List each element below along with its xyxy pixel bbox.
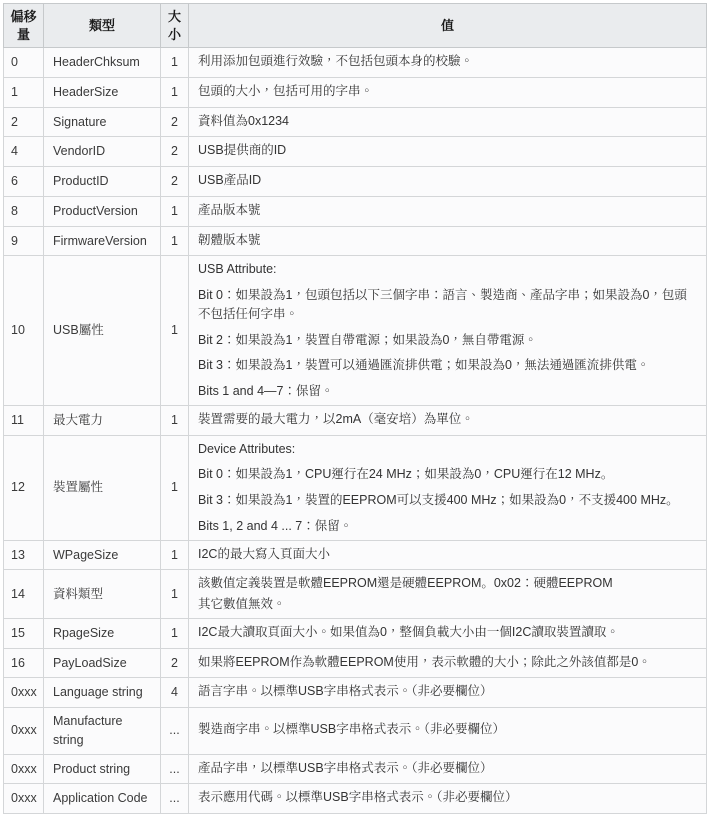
table-row: [4, 77, 707, 107]
cell-offset: 15: [4, 618, 44, 648]
cell-offset: 6: [4, 167, 44, 197]
cell-value: [189, 196, 707, 226]
cell-size: 1: [161, 570, 189, 619]
table-header-row: [4, 4, 707, 48]
value-line: 韌體版本號: [198, 232, 261, 247]
cell-type: 裝置屬性: [44, 435, 161, 540]
cell-size: 1: [161, 196, 189, 226]
value-line: Bit 0：如果設為1，CPU運行在24 MHz；如果設為0，CPU運行在12 MHz。: [198, 467, 614, 482]
value-line: Bit 3：如果設為1，裝置的EEPROM可以支援400 MHz；如果設為0，不支援400 MHz。: [198, 493, 679, 508]
table-row: [4, 648, 707, 678]
cell-offset: 0xxx: [4, 678, 44, 708]
cell-offset: 0: [4, 48, 44, 78]
cell-size: ...: [161, 754, 189, 784]
table-row: [4, 784, 707, 814]
cell-type: Product string: [44, 754, 161, 784]
cell-offset: 0xxx: [4, 784, 44, 814]
table-row: [4, 167, 707, 197]
value-line: USB提供商的ID: [198, 143, 287, 158]
cell-size: 1: [161, 618, 189, 648]
table-row: [4, 435, 707, 540]
cell-value: [189, 256, 707, 406]
table-row: [4, 48, 707, 78]
cell-value: [189, 784, 707, 814]
cell-type: ProductVersion: [44, 196, 161, 226]
cell-offset: 13: [4, 540, 44, 570]
value-block: [198, 682, 698, 701]
cell-value: [189, 570, 707, 619]
value-line: 資料值為0x1234: [198, 113, 290, 128]
cell-value: [189, 137, 707, 167]
cell-size: ...: [161, 708, 189, 755]
value-line: I2C最大讀取頁面大小。如果值為0，整個負載大小由一個I2C讀取裝置讀取。: [198, 624, 619, 639]
cell-type: HeaderSize: [44, 77, 161, 107]
value-line: 產品字串，以標準USB字串格式表示。（非必要欄位）: [198, 760, 493, 775]
value-line: USB產品ID: [198, 173, 262, 188]
value-line: 表示應用代碼。以標準USB字串格式表示。（非必要欄位）: [198, 790, 518, 805]
value-line: Bit 3：如果設為1，裝置可以通過匯流排供電；如果設為0，無法通過匯流排供電。: [198, 358, 650, 373]
cell-value: [189, 48, 707, 78]
value-line: 製造商字串。以標準USB字串格式表示。（非必要欄位）: [198, 722, 505, 737]
value-line: 產品版本號: [198, 202, 261, 217]
cell-type: 最大電力: [44, 405, 161, 435]
value-block: [198, 112, 698, 131]
value-line: Bits 1, 2 and 4 ... 7：保留。: [198, 518, 353, 533]
cell-value: [189, 648, 707, 678]
value-line: 如果將EEPROM作為軟體EEPROM使用，表示軟體的大小；除此之外該值都是0。: [198, 654, 651, 669]
cell-value: [189, 754, 707, 784]
value-line: 其它數值無效。: [198, 597, 286, 612]
cell-type: HeaderChksum: [44, 48, 161, 78]
cell-offset: 8: [4, 196, 44, 226]
table-header: [4, 4, 707, 48]
cell-type: RpageSize: [44, 618, 161, 648]
cell-type: VendorID: [44, 137, 161, 167]
cell-type: Manufacture string: [44, 708, 161, 755]
cell-value: [189, 167, 707, 197]
cell-type: Language string: [44, 678, 161, 708]
value-line: 語言字串。以標準USB字串格式表示。（非必要欄位）: [198, 684, 493, 699]
value-block: [198, 171, 698, 190]
cell-size: 1: [161, 256, 189, 406]
cell-size: 1: [161, 48, 189, 78]
cell-size: ...: [161, 784, 189, 814]
cell-type: Signature: [44, 107, 161, 137]
value-block: [198, 440, 698, 536]
table-body: [4, 48, 707, 814]
cell-offset: 14: [4, 570, 44, 619]
cell-value: [189, 678, 707, 708]
value-line: Device Attributes:: [198, 441, 296, 456]
value-block: [198, 52, 698, 71]
table-row: [4, 540, 707, 570]
cell-size: 2: [161, 137, 189, 167]
column-header-type: 類型: [44, 4, 161, 48]
cell-size: 1: [161, 435, 189, 540]
cell-offset: 1: [4, 77, 44, 107]
table-row: [4, 618, 707, 648]
cell-value: [189, 540, 707, 570]
value-line: USB Attribute:: [198, 262, 277, 277]
value-block: [198, 759, 698, 778]
cell-offset: 0xxx: [4, 754, 44, 784]
value-block: [198, 260, 698, 401]
cell-offset: 2: [4, 107, 44, 137]
value-line: 該數值定義裝置是軟體EEPROM還是硬體EEPROM。0x02：硬體EEPROM: [198, 576, 613, 591]
cell-type: 資料類型: [44, 570, 161, 619]
value-block: [198, 623, 698, 642]
cell-type: WPageSize: [44, 540, 161, 570]
cell-offset: 0xxx: [4, 708, 44, 755]
cell-size: 4: [161, 678, 189, 708]
table-row: [4, 570, 707, 619]
value-block: [198, 545, 698, 564]
cell-offset: 16: [4, 648, 44, 678]
cell-size: 2: [161, 167, 189, 197]
value-block: [198, 653, 698, 672]
cell-type: PayLoadSize: [44, 648, 161, 678]
cell-offset: 10: [4, 256, 44, 406]
value-line: 利用添加包頭進行效驗，不包括包頭本身的校驗。: [198, 54, 474, 69]
value-line: Bit 0：如果設為1，包頭包括以下三個字串：語言、製造商、產品字串；如果設為0，包頭不包括任何字串。: [198, 288, 687, 321]
cell-value: [189, 107, 707, 137]
cell-size: 1: [161, 540, 189, 570]
cell-type: Application Code: [44, 784, 161, 814]
cell-size: 1: [161, 226, 189, 256]
value-block: [198, 720, 698, 739]
cell-size: 1: [161, 77, 189, 107]
cell-offset: 9: [4, 226, 44, 256]
value-line: 包頭的大小，包括可用的字串。: [198, 83, 374, 98]
value-block: [198, 141, 698, 160]
cell-offset: 12: [4, 435, 44, 540]
cell-offset: 11: [4, 405, 44, 435]
cell-value: [189, 405, 707, 435]
table-row: [4, 708, 707, 755]
cell-size: 2: [161, 648, 189, 678]
cell-value: [189, 77, 707, 107]
table-row: [4, 226, 707, 256]
column-header-value: 值: [189, 4, 707, 48]
cell-size: 1: [161, 405, 189, 435]
table-row: [4, 256, 707, 406]
column-header-offset: 偏移量: [4, 4, 44, 48]
value-block: [198, 410, 698, 429]
value-block: [198, 574, 698, 614]
cell-value: [189, 435, 707, 540]
cell-type: FirmwareVersion: [44, 226, 161, 256]
usb-eeprom-header-table: [3, 3, 707, 814]
column-header-size: 大小: [161, 4, 189, 48]
table-row: [4, 196, 707, 226]
table-row: [4, 107, 707, 137]
value-line: I2C的最大寫入頁面大小: [198, 546, 330, 561]
cell-size: 2: [161, 107, 189, 137]
cell-value: [189, 226, 707, 256]
value-line: Bit 2：如果設為1，裝置自帶電源；如果設為0，無自帶電源。: [198, 332, 537, 347]
cell-offset: 4: [4, 137, 44, 167]
table-row: [4, 754, 707, 784]
table-row: [4, 678, 707, 708]
value-line: 裝置需要的最大電力，以2mA（毫安培）為單位。: [198, 411, 474, 426]
value-block: [198, 201, 698, 220]
value-block: [198, 231, 698, 250]
table-row: [4, 137, 707, 167]
value-block: [198, 82, 698, 101]
table-row: [4, 405, 707, 435]
value-line: Bits 1 and 4—7：保留。: [198, 384, 334, 399]
cell-type: USB屬性: [44, 256, 161, 406]
cell-value: [189, 618, 707, 648]
cell-value: [189, 708, 707, 755]
cell-type: ProductID: [44, 167, 161, 197]
